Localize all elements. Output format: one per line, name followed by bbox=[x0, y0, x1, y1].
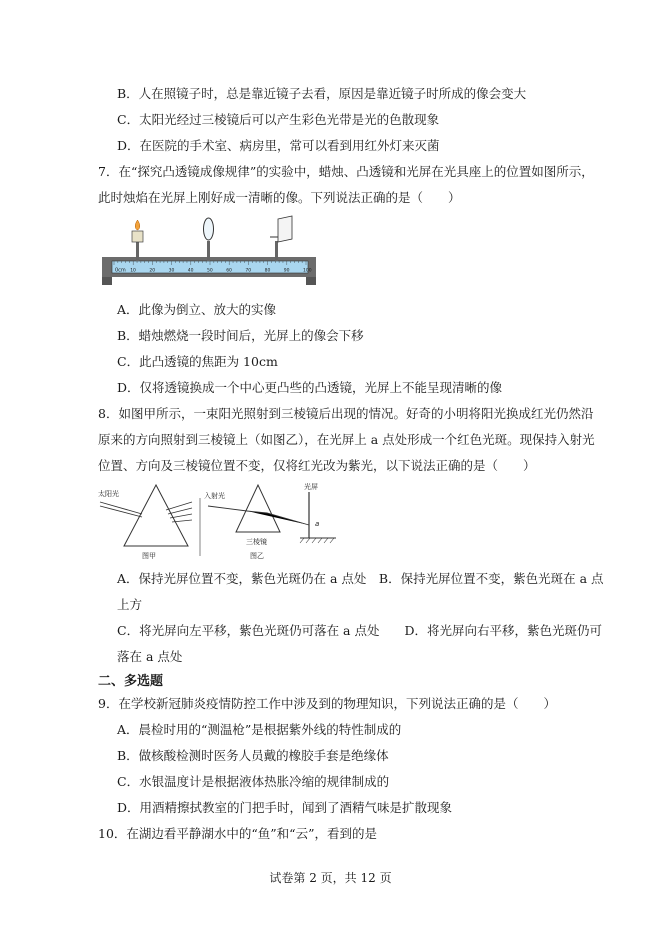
q9-option-a: A．晨检时用的“测温枪”是根据紫外线的特性制成的 bbox=[117, 722, 402, 737]
point-a-label: a bbox=[315, 520, 320, 528]
q8-options-cd: C．将光屏向左平移，紫色光斑仍可落在 a 点处 D．将光屏向右平移，紫色光斑仍可 bbox=[117, 623, 602, 638]
q9-option-c: C．水银温度计是根据液体热胀冷缩的规律制成的 bbox=[117, 774, 390, 789]
bench-tick-label: 50 bbox=[207, 268, 213, 274]
q7-stem-line1: 7．在“探究凸透镜成像规律”的实验中，蜡烛、凸透镜和光屏在光具座上的位置如图所示， bbox=[98, 164, 594, 179]
figure-yi-caption: 图乙 bbox=[250, 552, 264, 560]
bench-tick-label: 10 bbox=[130, 268, 136, 274]
section-heading: 二、多选题 bbox=[98, 674, 164, 689]
page-footer: 试卷第 2 页，共 12 页 bbox=[269, 871, 392, 885]
figure-jia-caption: 图甲 bbox=[142, 552, 156, 560]
prism-label: 三棱镜 bbox=[246, 538, 267, 546]
q7-option-c: C．此凸透镜的焦距为 10cm bbox=[117, 354, 278, 369]
candle bbox=[132, 220, 143, 261]
q6-option-d: D．在医院的手术室、病房里，常可以看到用红外灯来灭菌 bbox=[117, 138, 440, 153]
screen-label: 光屏 bbox=[304, 483, 318, 491]
bench-leg-right bbox=[306, 277, 316, 285]
q6-option-c: C．太阳光经过三棱镜后可以产生彩色光带是光的色散现象 bbox=[117, 112, 440, 127]
q8-options-ab: A．保持光屏位置不变，紫色光斑仍在 a 点处 B．保持光屏位置不变，紫色光斑在 a 点 bbox=[117, 571, 604, 586]
light-screen bbox=[270, 216, 292, 261]
convex-lens bbox=[204, 218, 214, 261]
prism-yi bbox=[236, 485, 280, 532]
q7-stem-line2: 此时烛焰在光屏上刚好成一清晰的像。下列说法正确的是（ ） bbox=[98, 190, 461, 205]
bench-tick-label: 20 bbox=[149, 268, 156, 274]
bench-leg-left bbox=[102, 277, 112, 285]
bench-tick-label: 100 bbox=[303, 268, 312, 274]
q9-stem: 9．在学校新冠肺炎疫情防控工作中涉及到的物理知识，下列说法正确的是（ ） bbox=[98, 696, 556, 711]
bench-tick-label: 30 bbox=[168, 268, 175, 274]
q8-stem-line2: 原来的方向照射到三棱镜上（如图乙），在光屏上 a 点处形成一个红色光斑。现保持入射光 bbox=[98, 432, 595, 447]
prism-jia bbox=[124, 485, 188, 546]
q9-option-b: B．做核酸检测时医务人员戴的橡胶手套是绝缘体 bbox=[117, 748, 389, 763]
optical-bench-figure bbox=[100, 215, 320, 287]
q9-option-d: D．用酒精擦拭教室的门把手时，闻到了酒精气味是扩散现象 bbox=[117, 800, 453, 815]
q7-option-a: A．此像为倒立、放大的实像 bbox=[117, 302, 277, 317]
figure-jia bbox=[98, 485, 192, 560]
bench-tick-label: 60 bbox=[226, 268, 232, 274]
q8-stem-line3: 位置、方向及三棱镜位置不变，仅将红光改为紫光，以下说法正确的是（ ） bbox=[98, 458, 536, 473]
bench-unit-label: 0cm bbox=[115, 267, 126, 274]
q7-option-d: D．仅将透镜换成一个中心更凸些的凸透镜，光屏上不能呈现清晰的像 bbox=[117, 380, 503, 395]
q8-option-d-continued: 落在 a 点处 bbox=[117, 649, 183, 664]
q8-stem-line1: 8．如图甲所示，一束阳光照射到三棱镜后出现的情况。好奇的小明将阳光换成红光仍然沿 bbox=[98, 406, 594, 421]
figure-yi bbox=[204, 482, 336, 560]
q8-option-b-continued: 上方 bbox=[117, 597, 143, 612]
q10-stem: 10．在湖边看平静湖水中的“鱼”和“云”，看到的是 bbox=[98, 826, 377, 841]
bench-tick-label: 70 bbox=[245, 268, 252, 274]
bench-tick-label: 40 bbox=[187, 268, 194, 274]
q6-option-b: B．人在照镜子时，总是靠近镜子去看，原因是靠近镜子时所成的像会变大 bbox=[117, 86, 527, 101]
prism-figures bbox=[96, 480, 346, 562]
q7-option-b: B．蜡烛燃烧一段时间后，光屏上的像会下移 bbox=[117, 328, 364, 343]
bench-tick-label: 90 bbox=[283, 268, 290, 274]
bench-tick-label: 80 bbox=[264, 268, 271, 274]
incident-light-label: 入射光 bbox=[204, 492, 225, 500]
sunlight-label: 太阳光 bbox=[98, 490, 119, 498]
